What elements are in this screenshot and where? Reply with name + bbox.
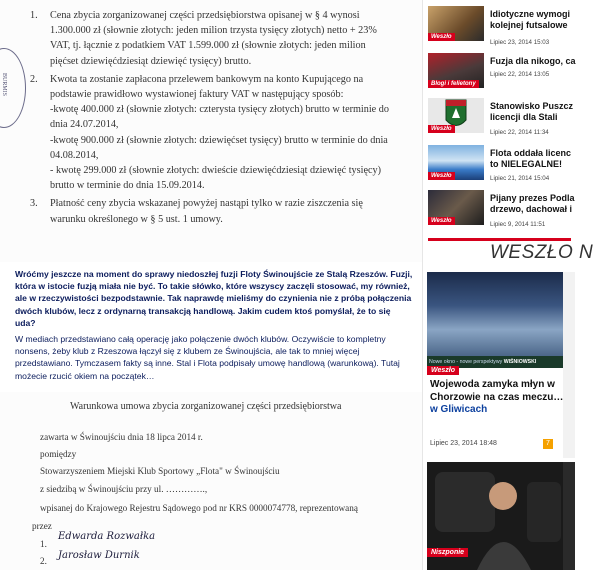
category-tag: Weszło bbox=[428, 33, 455, 41]
contract-line: wpisanej do Krajowego Rejestru Sądowego pod nr KRS 0000074778, reprezentowaną bbox=[40, 503, 358, 513]
sidebar bbox=[422, 0, 593, 570]
news-date: Lipiec 23, 2014 15:03 bbox=[490, 39, 550, 46]
category-tag: Weszło bbox=[428, 172, 455, 180]
contract-title: Warunkowa umowa zbycia zorganizowanej części przedsiębiorstwa bbox=[70, 401, 342, 412]
clause-number: 1. bbox=[30, 10, 38, 21]
signature-number: 2. bbox=[40, 556, 47, 566]
contract-scan-top bbox=[0, 0, 422, 262]
contract-line: przez bbox=[32, 521, 52, 531]
news-item[interactable] bbox=[428, 190, 575, 232]
category-tag: Blogi i felietony bbox=[428, 80, 479, 88]
news-thumbnail[interactable] bbox=[428, 53, 484, 88]
contract-line: pomiędzy bbox=[40, 449, 77, 459]
news-thumbnail[interactable] bbox=[428, 98, 484, 133]
category-tag: Weszło bbox=[428, 125, 455, 133]
next-card-edge bbox=[563, 462, 575, 570]
featured-article-card[interactable] bbox=[427, 462, 571, 570]
clause-line: -kwotę 400.000 zł (słownie złotych: czterysta tysięcy złotych) brutto w terminie do bbox=[50, 104, 389, 116]
signature-1: Edwarda Rozwałka bbox=[58, 531, 156, 542]
news-date: Lipiec 9, 2014 11:51 bbox=[490, 221, 546, 228]
news-title[interactable]: Pijany prezes Podla drzewo, dachował i bbox=[490, 193, 575, 214]
category-tag: Weszło bbox=[428, 217, 455, 225]
news-item[interactable] bbox=[428, 98, 574, 140]
clause-line: Kwota ta zostanie zapłacona przelewem bankowym na konto Kupującego na bbox=[50, 73, 364, 85]
clause-line: podstawie prawidłowo wystawionej faktury VAT w następujący sposób: bbox=[50, 89, 344, 101]
clause-line: warunku określonego w § 5 ust. 1 umowy. bbox=[50, 213, 223, 225]
category-tag: Niszponie bbox=[427, 548, 468, 557]
next-card-edge bbox=[563, 272, 575, 458]
clause-3 bbox=[30, 196, 392, 225]
category-tag: Weszło bbox=[427, 366, 459, 375]
article-paragraph: W mediach przedstawiano całą operację jako połączenie dwóch klubów. Oczywiście to kompletny nonsens, żeby klub z Rzeszowa łączył się z klubem ze Świnoujścia, ale tak to mniej więcej przedstawiano. Tymczasem fakty są inne. Stal i Flota podpisały umowę handlową (warunkową). Tutaj możecie rzucić okiem na początek… bbox=[15, 334, 400, 381]
news-item[interactable] bbox=[428, 145, 571, 187]
clause-line: brutto w terminie do dnia 15.09.2014. bbox=[50, 180, 205, 192]
clause-line: Płatność ceny zbycia wskazanej powyżej nastąpi tylko w razie ziszczenia się bbox=[50, 198, 363, 210]
news-thumbnail[interactable] bbox=[428, 190, 484, 225]
brand-logo-text: WESZŁO N bbox=[490, 242, 593, 263]
clause-line: -kwotę 900.000 zł (słownie złotych: dziewięćset tysięcy) brutto w terminie do dnia bbox=[50, 134, 388, 146]
clause-line: VAT, tj. łącznie z podatkiem VAT 1.599.000 zł (słownie złotych: jeden milion bbox=[50, 40, 366, 52]
clause-line: 1.300.000 zł (słownie złotych: jeden milion trzysta tysięcy złotych) netto + 23% bbox=[50, 25, 377, 37]
brand-header bbox=[428, 238, 593, 266]
clause-line: dnia 24.07.2014, bbox=[50, 119, 119, 131]
signature-number: 1. bbox=[40, 539, 47, 549]
featured-title[interactable]: Wojewoda zamyka młyn w Chorzowie na czas meczu… w Gliwicach bbox=[430, 379, 564, 415]
comment-count-badge[interactable]: 7 bbox=[543, 439, 553, 449]
contract-line: z siedzibą w Świnoujściu przy ul. …………., bbox=[40, 484, 208, 494]
contract-line: Stowarzyszeniem Miejski Klub Sportowy „Flota" w Świnoujściu bbox=[40, 466, 280, 476]
ad-banner: Nowe okno - nowe perspektywy WIŚNIOWSKI bbox=[427, 356, 563, 368]
contract-clauses bbox=[30, 8, 392, 225]
clause-line: pięćset dziewięćdziesiąt dziewięć tysięcy) brutto. bbox=[50, 55, 252, 67]
news-date: Lipiec 22, 2014 13:05 bbox=[490, 71, 550, 78]
clause-line: - kwotę 299.000 zł (słownie złotych: dwieście dziewięćdziesiąt dziewięć tysięcy) bbox=[50, 165, 381, 177]
featured-thumbnail[interactable] bbox=[427, 272, 571, 368]
news-thumbnail[interactable] bbox=[428, 6, 484, 41]
clause-1 bbox=[30, 8, 392, 69]
news-title[interactable]: Flota oddała licenc to NIELEGALNE! bbox=[490, 148, 572, 169]
stamp-text: BURMIS bbox=[1, 73, 7, 97]
signature-2: Jarosław Durnik bbox=[58, 550, 140, 561]
clause-number: 2. bbox=[30, 73, 38, 85]
news-title[interactable]: Stanowisko Puszcz licencji dla Stali bbox=[490, 101, 574, 122]
clause-2 bbox=[30, 72, 392, 194]
featured-article-card[interactable] bbox=[427, 272, 571, 458]
contract-line: zawarta w Świnoujściu dnia 18 lipca 2014 r. bbox=[40, 432, 203, 442]
news-thumbnail[interactable] bbox=[428, 145, 484, 180]
featured-date: Lipiec 23, 2014 18:48 bbox=[430, 440, 497, 447]
stamp-mark bbox=[0, 48, 26, 128]
news-title[interactable]: Idiotyczne wymogi kolejnej futsalowe bbox=[490, 9, 571, 30]
news-item[interactable] bbox=[428, 6, 571, 48]
article-lead-paragraph: Wróćmy jeszcze na moment do sprawy niedoszłej fuzji Floty Świnoujście ze Stalą Rzeszów. Fuzji, która w istocie fuzją miała nie być. To takie słówko, które wszyscy zaczęli stosować, my również, ale w rzeczywistości bezpodstawnie. Tak naprawdę mieliśmy do czynienia nie z próbą połączenia dwóch klubów, lecz z ordynarną transakcją handlową. Jakim cudem ktoś pomyślał, że to się uda? bbox=[15, 269, 413, 328]
contract-scan-bottom bbox=[0, 392, 422, 570]
news-title[interactable]: Fuzja dla nikogo, ca bbox=[490, 56, 576, 66]
news-date: Lipiec 21, 2014 15:04 bbox=[490, 175, 550, 182]
clause-line: 04.08.2014, bbox=[50, 149, 99, 161]
clause-number: 3. bbox=[30, 198, 38, 210]
news-item[interactable] bbox=[428, 53, 576, 95]
clause-line: Cena zbycia zorganizowanej części przedsiębiorstwa opisanej w § 4 wynosi bbox=[50, 10, 360, 21]
news-date: Lipiec 22, 2014 11:34 bbox=[490, 129, 549, 136]
